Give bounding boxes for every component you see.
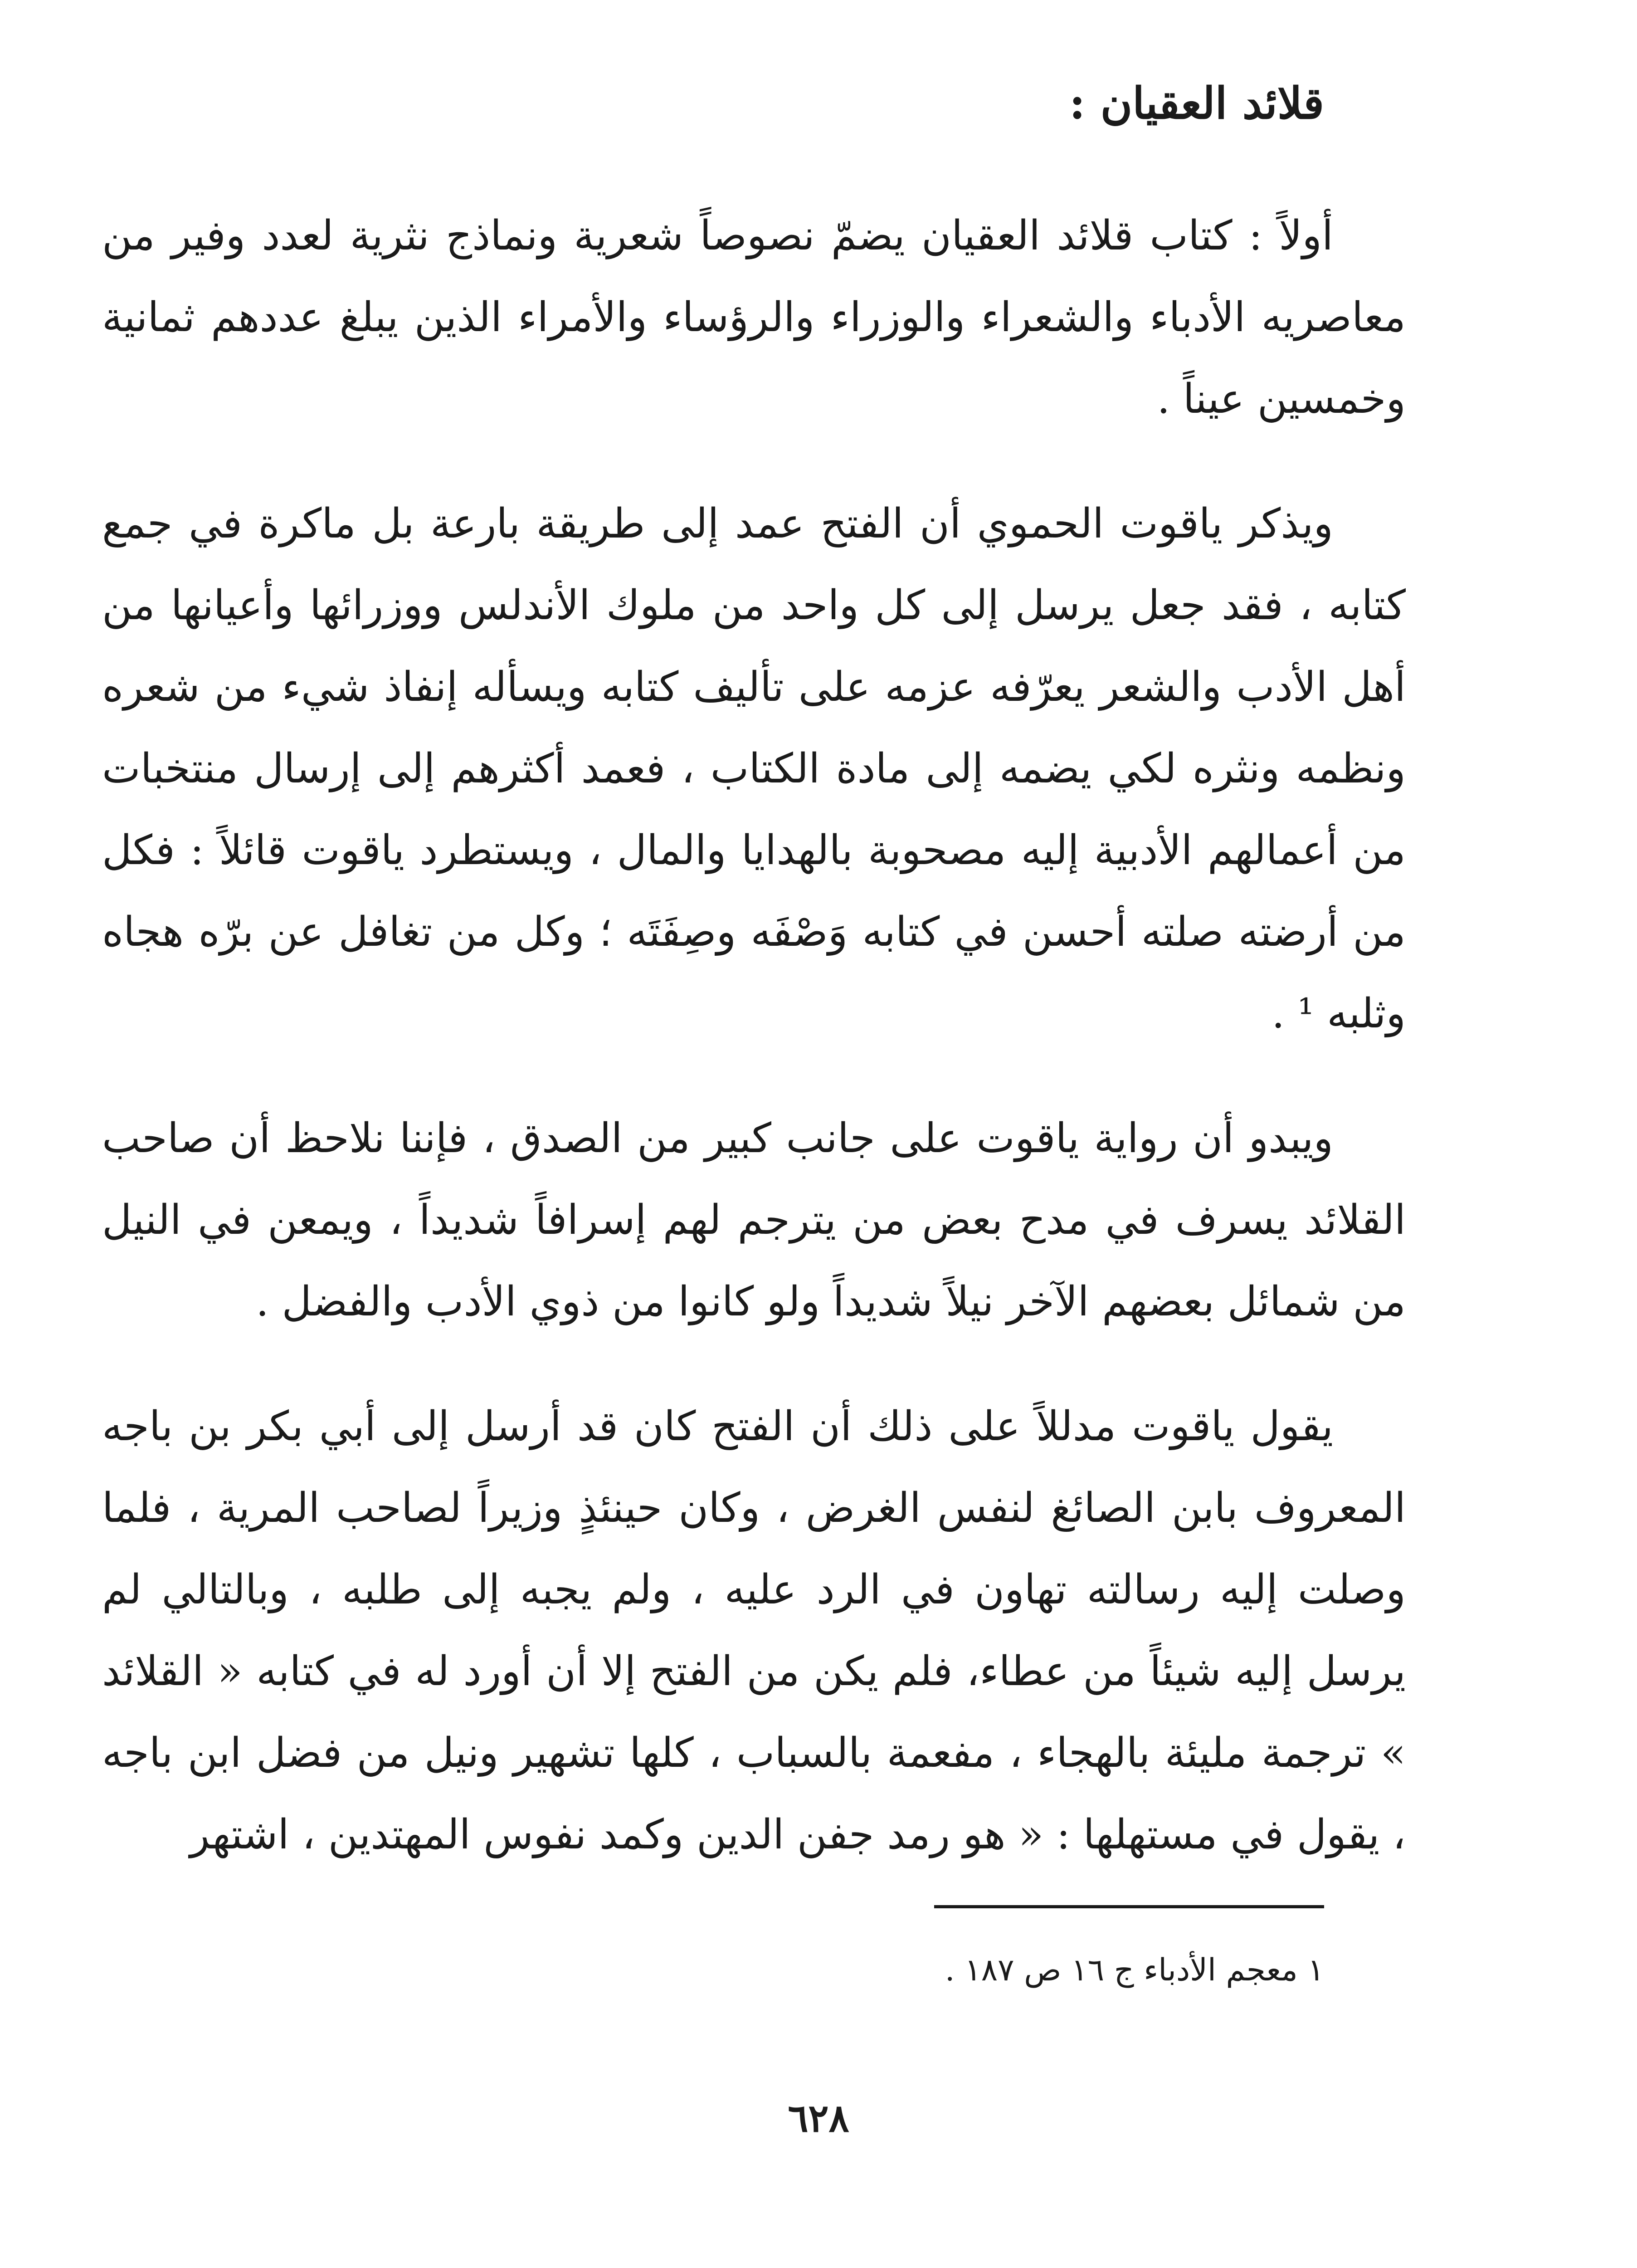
paragraph-3: ويبدو أن رواية ياقوت على جانب كبير من الصدق ، فإننا نلاحظ أن صاحب القلائد يسرف في مدح بعض من يترجم لهم إسرافاً شديداً ، ويمعن في النيل من شمائل بعضهم الآخر نيلاً شديداً ولو كانوا من ذوي الأدب والفضل . <box>102 1114 1406 1325</box>
paragraph-4: يقول ياقوت مدللاً على ذلك أن الفتح كان قد أرسل إلى أبي بكر بن باجه المعروف بابن الصائغ لنفس الغرض ، وكان حينئذٍ وزيراً لصاحب المرية ، فلما وصلت إليه رسالته تهاون في الرد عليه ، ولم يجبه إلى طلبه ، وبالتالي لم يرسل إليه شيئاً من عطاء، فلم يكن من الفتح إلا أن أورد له في كتابه « القلائد » ترجمة مليئة بالهجاء ، مفعمة بالسباب ، كلها تشهير ونيل من فضل ابن باجه ، يقول في مستهلها : « هو رمد جفن الدين وكمد نفوس المهتدين ، اشتهر <box>102 1403 1406 1858</box>
body-text <box>102 195 1406 1919</box>
paragraph-1: أولاً : كتاب قلائد العقيان يضمّ نصوصاً شعرية ونماذج نثرية لعدد وفير من معاصريه الأدباء والشعراء والوزراء والرؤساء والأمراء الذين يبلغ عددهم ثمانية وخمسين عيناً . <box>102 212 1406 423</box>
footnote: ١ معجم الأدباء ج ١٦ ص ١٨٧ . <box>945 1952 1324 1988</box>
section-heading: قلائد العقيان : <box>1069 78 1324 129</box>
paragraph-2: ويذكر ياقوت الحموي أن الفتح عمد إلى طريقة بارعة بل ماكرة في جمع كتابه ، فقد جعل يرسل إلى كل واحد من ملوك الأندلس ووزرائها وأعيانها من أهل الأدب والشعر يعرّفه عزمه على تأليف كتابه ويسأله إنفاذ شيء من شعره ونظمه ونثره لكي يضمه إلى مادة الكتاب ، فعمد أكثرهم إلى إرسال منتخبات من أعمالهم الأدبية إليه مصحوبة بالهدايا والمال ، ويستطرد ياقوت قائلاً : فكل من أرضته صلته أحسن في كتابه وَصْفَه وصِفَتَه ؛ وكل من تغافل عن برّه هجاه وثلبه ¹ . <box>102 500 1406 1037</box>
footnote-divider <box>934 1905 1324 1908</box>
page-number: ٦٢٨ <box>788 2096 849 2141</box>
